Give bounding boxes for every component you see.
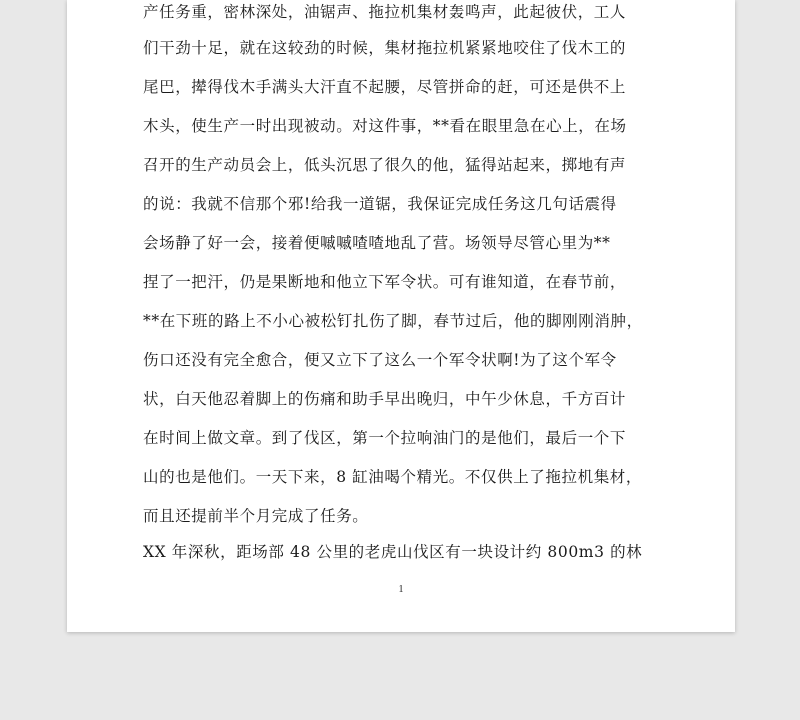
text-line-5: 召开的生产动员会上，低头沉思了很久的他，猛得站起来，掷地有声	[143, 156, 627, 174]
text-line-6: 的说：我就不信那个邪!给我一道锯，我保证完成任务这几句话震得	[143, 195, 617, 213]
text-line-1: 产任务重，密林深处，油锯声、拖拉机集材轰鸣声，此起彼伏，工人	[143, 3, 627, 21]
page-number: 1	[398, 584, 404, 595]
text-line-13: 山的也是他们。一天下来，8 缸油喝个精光。不仅供上了拖拉机集材，	[143, 468, 642, 486]
text-line-7: 会场静了好一会，接着便嘁嘁喳喳地乱了营。场领导尽管心里为**	[143, 234, 611, 252]
text-line-4: 木头，使生产一时出现被动。对这件事，**看在眼里急在心上，在场	[143, 117, 627, 135]
text-line-2: 们干劲十足，就在这较劲的时候，集材拖拉机紧紧地咬住了伐木工的	[143, 39, 627, 57]
text-line-15: XX 年深秋，距场部 48 公里的老虎山伐区有一块设计约 800m3 的林	[143, 543, 643, 561]
document-page	[67, 0, 735, 632]
text-line-8: 捏了一把汗，仍是果断地和他立下军令状。可有谁知道，在春节前，	[143, 273, 627, 291]
text-line-14: 而且还提前半个月完成了任务。	[143, 507, 369, 525]
text-line-3: 尾巴，撵得伐木手满头大汗直不起腰，尽管拼命的赶，可还是供不上	[143, 78, 627, 96]
text-line-12: 在时间上做文章。到了伐区，第一个拉响油门的是他们，最后一个下	[143, 429, 627, 447]
text-line-9: **在下班的路上不小心被松钉扎伤了脚，春节过后，他的脚刚刚消肿，	[143, 312, 643, 330]
text-line-10: 伤口还没有完全愈合，便又立下了这么一个军令状啊!为了这个军令	[143, 351, 617, 369]
text-line-11: 状，白天他忍着脚上的伤痛和助手早出晚归，中午少休息，千方百计	[143, 390, 627, 408]
